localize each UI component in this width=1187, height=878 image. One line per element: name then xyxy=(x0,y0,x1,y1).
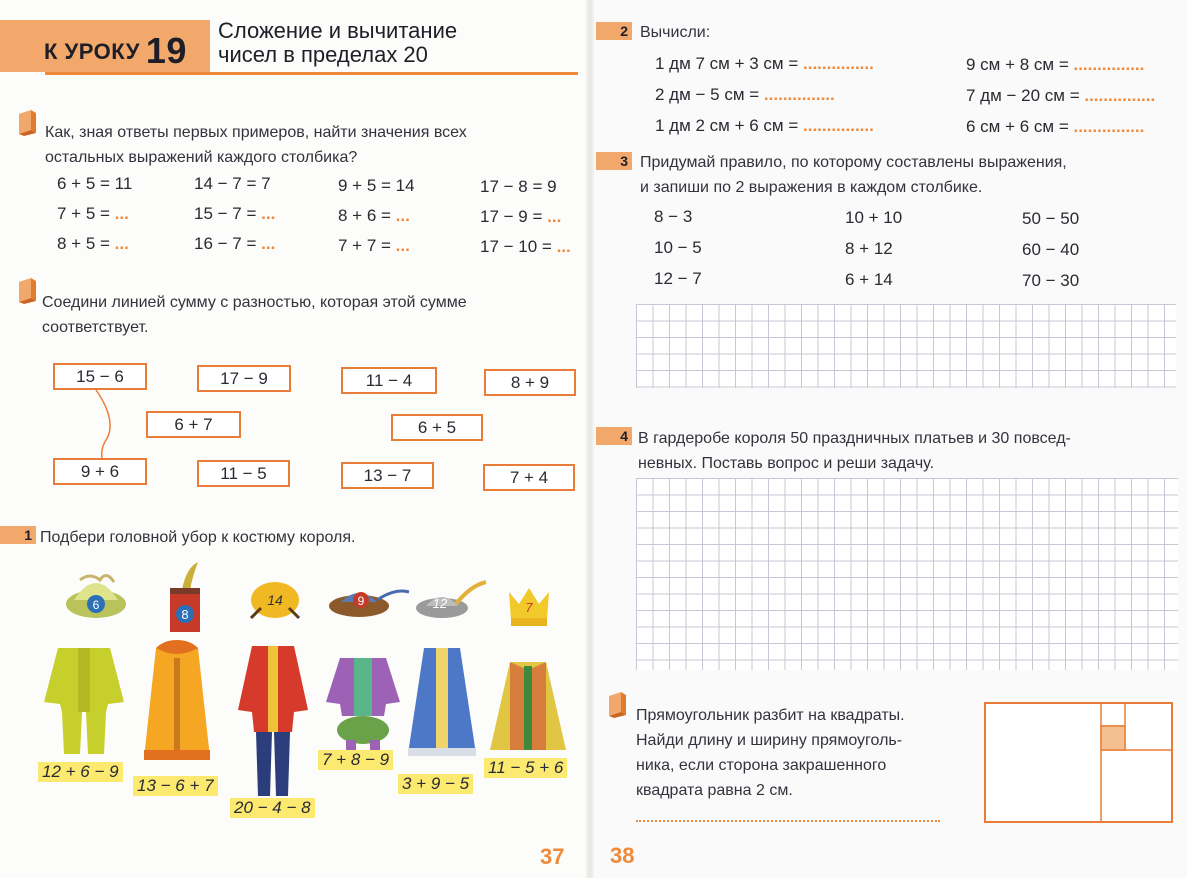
book-icon xyxy=(16,108,38,136)
expr: 17 − 8 = 9 xyxy=(480,177,557,196)
hat-icon xyxy=(412,580,490,626)
book-spine xyxy=(586,0,594,878)
expr: 6 + 5 = 11 xyxy=(57,174,133,193)
task-c-line1: Прямоугольник разбит на квадраты. xyxy=(636,707,905,724)
answer-dots[interactable]: ... xyxy=(114,204,129,223)
task-number-tag: 3 xyxy=(596,152,632,170)
task-b-text xyxy=(42,290,582,340)
task-c-line4: квадрата равна 2 см. xyxy=(636,782,793,799)
crown-icon xyxy=(505,582,553,630)
answer-dots[interactable]: ............... xyxy=(1084,86,1156,105)
math-cell xyxy=(655,85,835,105)
expression-box[interactable]: 15 − 6 xyxy=(53,363,147,390)
expr: 1 дм 2 см + 6 см = xyxy=(655,116,803,135)
math-cell xyxy=(480,237,571,257)
costume-icon xyxy=(230,640,316,800)
answer-dots[interactable]: ............... xyxy=(803,116,874,135)
expr: 9 + 5 = 14 xyxy=(338,176,415,195)
costume-label: 13 − 6 + 7 xyxy=(133,776,218,796)
task-3-text xyxy=(640,150,1180,200)
answer-dots[interactable]: ... xyxy=(395,206,410,225)
task-4-line2: невных. Поставь вопрос и реши задачу. xyxy=(638,455,935,472)
expr: 17 − 9 = xyxy=(480,207,548,226)
task-a-text xyxy=(45,120,585,170)
math-cell: 8 − 3 xyxy=(654,207,693,226)
page-title-line2: чисел в пределах 20 xyxy=(218,42,428,67)
math-cell: 8 + 12 xyxy=(845,239,893,258)
lesson-label-text: К УРОКУ xyxy=(44,39,140,64)
math-cell: 70 − 30 xyxy=(1022,271,1080,290)
lesson-label xyxy=(44,30,187,72)
math-cell xyxy=(194,234,275,254)
answer-dots[interactable]: ... xyxy=(261,234,276,253)
task-3-line2: и запиши по 2 выражения в каждом столбике. xyxy=(640,179,983,196)
task-c-line3: ника, если сторона закрашенного xyxy=(636,757,887,774)
expr: 2 дм − 5 см = xyxy=(655,85,764,104)
costume-icon xyxy=(38,642,130,760)
lesson-number: 19 xyxy=(145,30,187,71)
header-underline xyxy=(45,72,578,75)
math-cell xyxy=(57,204,129,224)
answer-grid[interactable] xyxy=(636,478,1178,670)
answer-dots[interactable]: ............... xyxy=(803,54,874,73)
task-3-line1: Придумай правило, по которому составлены выражения, xyxy=(640,154,1067,171)
math-cell xyxy=(338,176,415,196)
math-cell xyxy=(57,234,129,254)
costume-label: 20 − 4 − 8 xyxy=(230,798,315,818)
task-4-text xyxy=(638,426,1183,476)
hat-number: 9 xyxy=(357,594,365,608)
expression-box[interactable]: 6 + 5 xyxy=(391,414,483,441)
costume-icon xyxy=(486,656,570,756)
answer-dots[interactable]: ... xyxy=(556,237,571,256)
expr: 6 см + 6 см = xyxy=(966,117,1074,136)
expression-box[interactable]: 13 − 7 xyxy=(341,462,434,489)
answer-dots[interactable]: ... xyxy=(261,204,276,223)
math-cell xyxy=(480,207,561,227)
costume-label: 12 + 6 − 9 xyxy=(38,762,123,782)
answer-dots[interactable]: ............... xyxy=(1073,117,1145,136)
task-a-line1: Как, зная ответы первых примеров, найти значения всех xyxy=(45,124,467,141)
task-number-tag: 2 xyxy=(596,22,632,40)
hat-number: 8 xyxy=(181,607,189,622)
expr: 7 + 5 = xyxy=(57,204,115,223)
math-cell: 60 − 40 xyxy=(1022,240,1080,259)
math-cell: 10 − 5 xyxy=(654,238,702,257)
expression-box[interactable]: 7 + 4 xyxy=(483,464,575,491)
hat-icon xyxy=(60,566,132,626)
task-1-text: Подбери головной убор к костюму короля. xyxy=(40,529,356,546)
hat-icon xyxy=(160,560,210,635)
task-number-tag: 1 xyxy=(0,526,36,544)
costume-icon xyxy=(320,652,406,752)
costume-icon xyxy=(130,638,224,766)
answer-dots[interactable]: ... xyxy=(547,207,562,226)
task-b-line1: Соедини линией сумму с разностью, которая этой сумме xyxy=(42,294,467,311)
math-cell: 50 − 50 xyxy=(1022,209,1080,228)
expr: 8 + 6 = xyxy=(338,206,396,225)
answer-dots[interactable]: ............... xyxy=(1073,55,1145,74)
math-cell xyxy=(966,117,1144,137)
hat-number: 14 xyxy=(267,592,283,608)
answer-dots[interactable]: ... xyxy=(395,236,410,255)
task-number-tag: 4 xyxy=(596,427,632,445)
math-cell xyxy=(194,174,271,194)
costume-label: 7 + 8 − 9 xyxy=(318,750,393,770)
hat-icon xyxy=(243,578,305,628)
expr: 7 + 7 = xyxy=(338,236,396,255)
expr: 14 − 7 = 7 xyxy=(194,174,271,193)
math-cell xyxy=(57,174,132,194)
expr: 8 + 5 = xyxy=(57,234,115,253)
math-cell: 10 + 10 xyxy=(845,208,903,227)
hat-number: 12 xyxy=(432,596,448,611)
answer-dots[interactable]: ... xyxy=(114,234,129,253)
page-title xyxy=(218,19,457,67)
expression-box[interactable]: 17 − 9 xyxy=(197,365,291,392)
costume-icon xyxy=(402,644,482,762)
math-cell xyxy=(194,204,275,224)
expression-box[interactable]: 6 + 7 xyxy=(146,411,241,438)
hat-icon xyxy=(325,584,411,624)
math-cell xyxy=(655,116,874,136)
math-cell xyxy=(480,177,557,197)
hat-number: 6 xyxy=(92,598,100,612)
connecting-line xyxy=(80,388,120,460)
book-icon xyxy=(606,690,628,718)
math-cell: 6 + 14 xyxy=(845,270,893,289)
hat-number: 7 xyxy=(525,600,533,615)
task-2-title: Вычисли: xyxy=(640,24,711,41)
answer-line[interactable] xyxy=(636,818,940,822)
book-icon xyxy=(16,276,38,304)
rectangle-diagram xyxy=(984,702,1174,824)
page-number-right: 38 xyxy=(610,843,635,868)
task-b-line2: соответствует. xyxy=(42,319,149,336)
expr: 16 − 7 = xyxy=(194,234,262,253)
math-cell: 12 − 7 xyxy=(654,269,702,288)
costume-label: 11 − 5 + 6 xyxy=(484,758,567,778)
costume-label: 3 + 9 − 5 xyxy=(398,774,473,794)
expression-box[interactable]: 8 + 9 xyxy=(484,369,576,396)
task-a-line2: остальных выражений каждого столбика? xyxy=(45,149,358,166)
expression-box[interactable]: 11 − 5 xyxy=(197,460,290,487)
answer-dots[interactable]: ............... xyxy=(763,85,835,104)
expr: 15 − 7 = xyxy=(194,204,262,223)
task-4-line1: В гардеробе короля 50 праздничных платьев и 30 повсед- xyxy=(638,430,1071,447)
expression-box[interactable]: 11 − 4 xyxy=(341,367,437,394)
expr: 9 см + 8 см = xyxy=(966,55,1074,74)
math-cell xyxy=(655,54,874,74)
task-c-line2: Найди длину и ширину прямоуголь- xyxy=(636,732,903,749)
task-c-text xyxy=(636,703,976,803)
expression-box[interactable]: 9 + 6 xyxy=(53,458,147,485)
page-title-line1: Сложение и вычитание xyxy=(218,18,458,43)
math-cell xyxy=(966,86,1155,106)
expr: 1 дм 7 см + 3 см = xyxy=(655,54,803,73)
math-cell xyxy=(966,55,1144,75)
math-cell xyxy=(338,236,410,256)
math-cell xyxy=(338,206,410,226)
answer-grid[interactable] xyxy=(636,304,1176,388)
expr: 7 дм − 20 см = xyxy=(966,86,1085,105)
page-number-left: 37 xyxy=(540,844,565,869)
expr: 17 − 10 = xyxy=(480,237,557,256)
